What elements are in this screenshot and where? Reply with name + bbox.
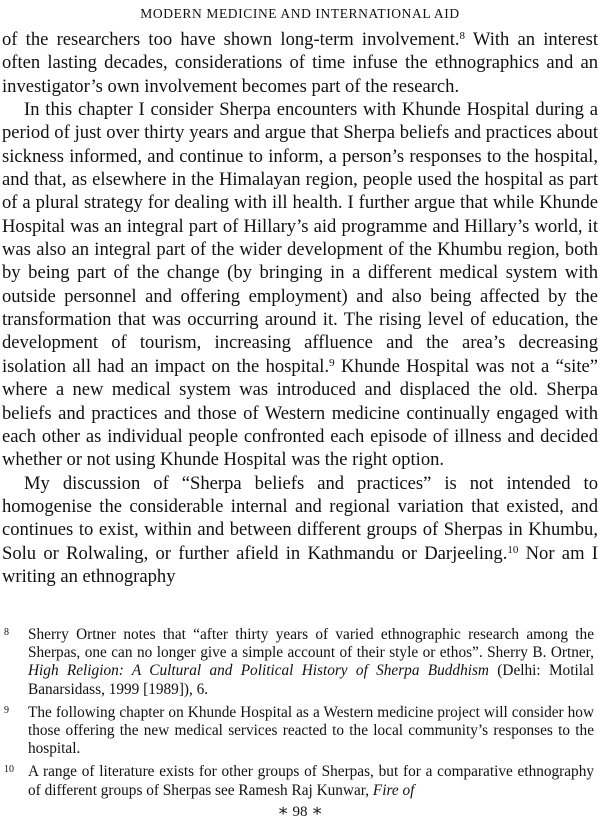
footnote-9 [2,704,594,759]
footnote-10 [2,763,594,799]
ornament-right: ∗ [311,801,323,820]
footnote-number: 9 [4,704,9,716]
paragraph-text: Nor am I writing an ethnography [2,542,598,587]
paragraph-text: of the researchers too have shown long-term involvement. [2,29,460,50]
paragraph-text: In this chapter I consider Sherpa encounters with Khunde Hospital during a period of just over thirty years and argue that Sherpa beliefs and practices about sickness informed, and continue to inform, a person’s responses to the hospital, and that, as elsewhere in the Himalayan region, people used the hospital as part of a plural strategy for dealing with ill health. I further argue that while Khunde Hospital was an integral part of Hillary’s aid programme and Hillary’s world, it was also an integral part of the wider development of the Khumbu region, both by being part of the change (by bringing in a different medical system with outside personnel and offering employment) and also being affected by the transformation that was occurring around it. The rising level of education, the development of tourism, increasing affluence and the area’s decreasing isolation all had an impact on the hospital. [2,99,598,377]
footnote-text: A range of literature exists for other groups of Sherpas, but for a comparative ethnography of different groups of Sherpas see Ramesh Raj Kunwar, [28,763,594,799]
footnote-number: 8 [4,627,9,638]
footnote-text: The following chapter on Khunde Hospital as a Western medicine project will consider how those offering the new medical services reacted to the local community’s responses to the hospital. [28,703,594,758]
footnote-number: 10 [4,764,14,776]
paragraph-text: My discussion of “Sherpa beliefs and practices” is not intended to homogenise the considerable internal and regional variation that existed, and continues to exist, within and between different groups of Sherpas in Khumbu, Solu or Rolwaling, or further afield in Kathmandu or Darjeeling. [2,472,598,564]
footnote-title-italic: High Religion: A Cultural and Political History of Sherpa Buddhism [28,662,489,680]
footnotes [2,626,594,805]
footnote-ref-10[interactable]: 10 [507,543,519,556]
running-head: MODERN MEDICINE AND INTERNATIONAL AID [140,6,460,21]
paragraph-2 [2,98,598,472]
paragraph-text: Khunde Hospital was not a “site” where a new medical system was introduced and displaced the old. Sherpa beliefs and practices and those of Western medicine continually engaged with each other as individual people confronted each episode of illness and decided whether or not using Khunde Hospital was the right option. [2,355,598,471]
page-number [0,801,600,821]
page-number-value: 98 [292,804,308,820]
paragraph-text: With an interest often lasting decades, considerations of time infuse the ethnographics and an investigator’s own involvement becomes part of the research. [2,29,598,97]
footnote-text: Sherry Ortner notes that “after thirty years of varied ethnographic research among the Sherpas, one can no longer give a simple account of their style or ethos”. Sherry B. Ortner, [28,626,594,662]
footnote-text: (Delhi: Motilal Banarsidass, 1999 [1989]), 6. [28,662,594,698]
footnote-ref-9[interactable]: 9 [329,356,335,369]
paragraph-1 [2,28,598,98]
ornament-left: ∗ [277,801,289,820]
body-text [2,28,598,588]
footnote-title-italic: Fire of [372,781,415,799]
paragraph-3 [2,472,598,589]
footnote-ref-8[interactable]: 8 [459,30,466,42]
footnote-8 [2,626,594,699]
